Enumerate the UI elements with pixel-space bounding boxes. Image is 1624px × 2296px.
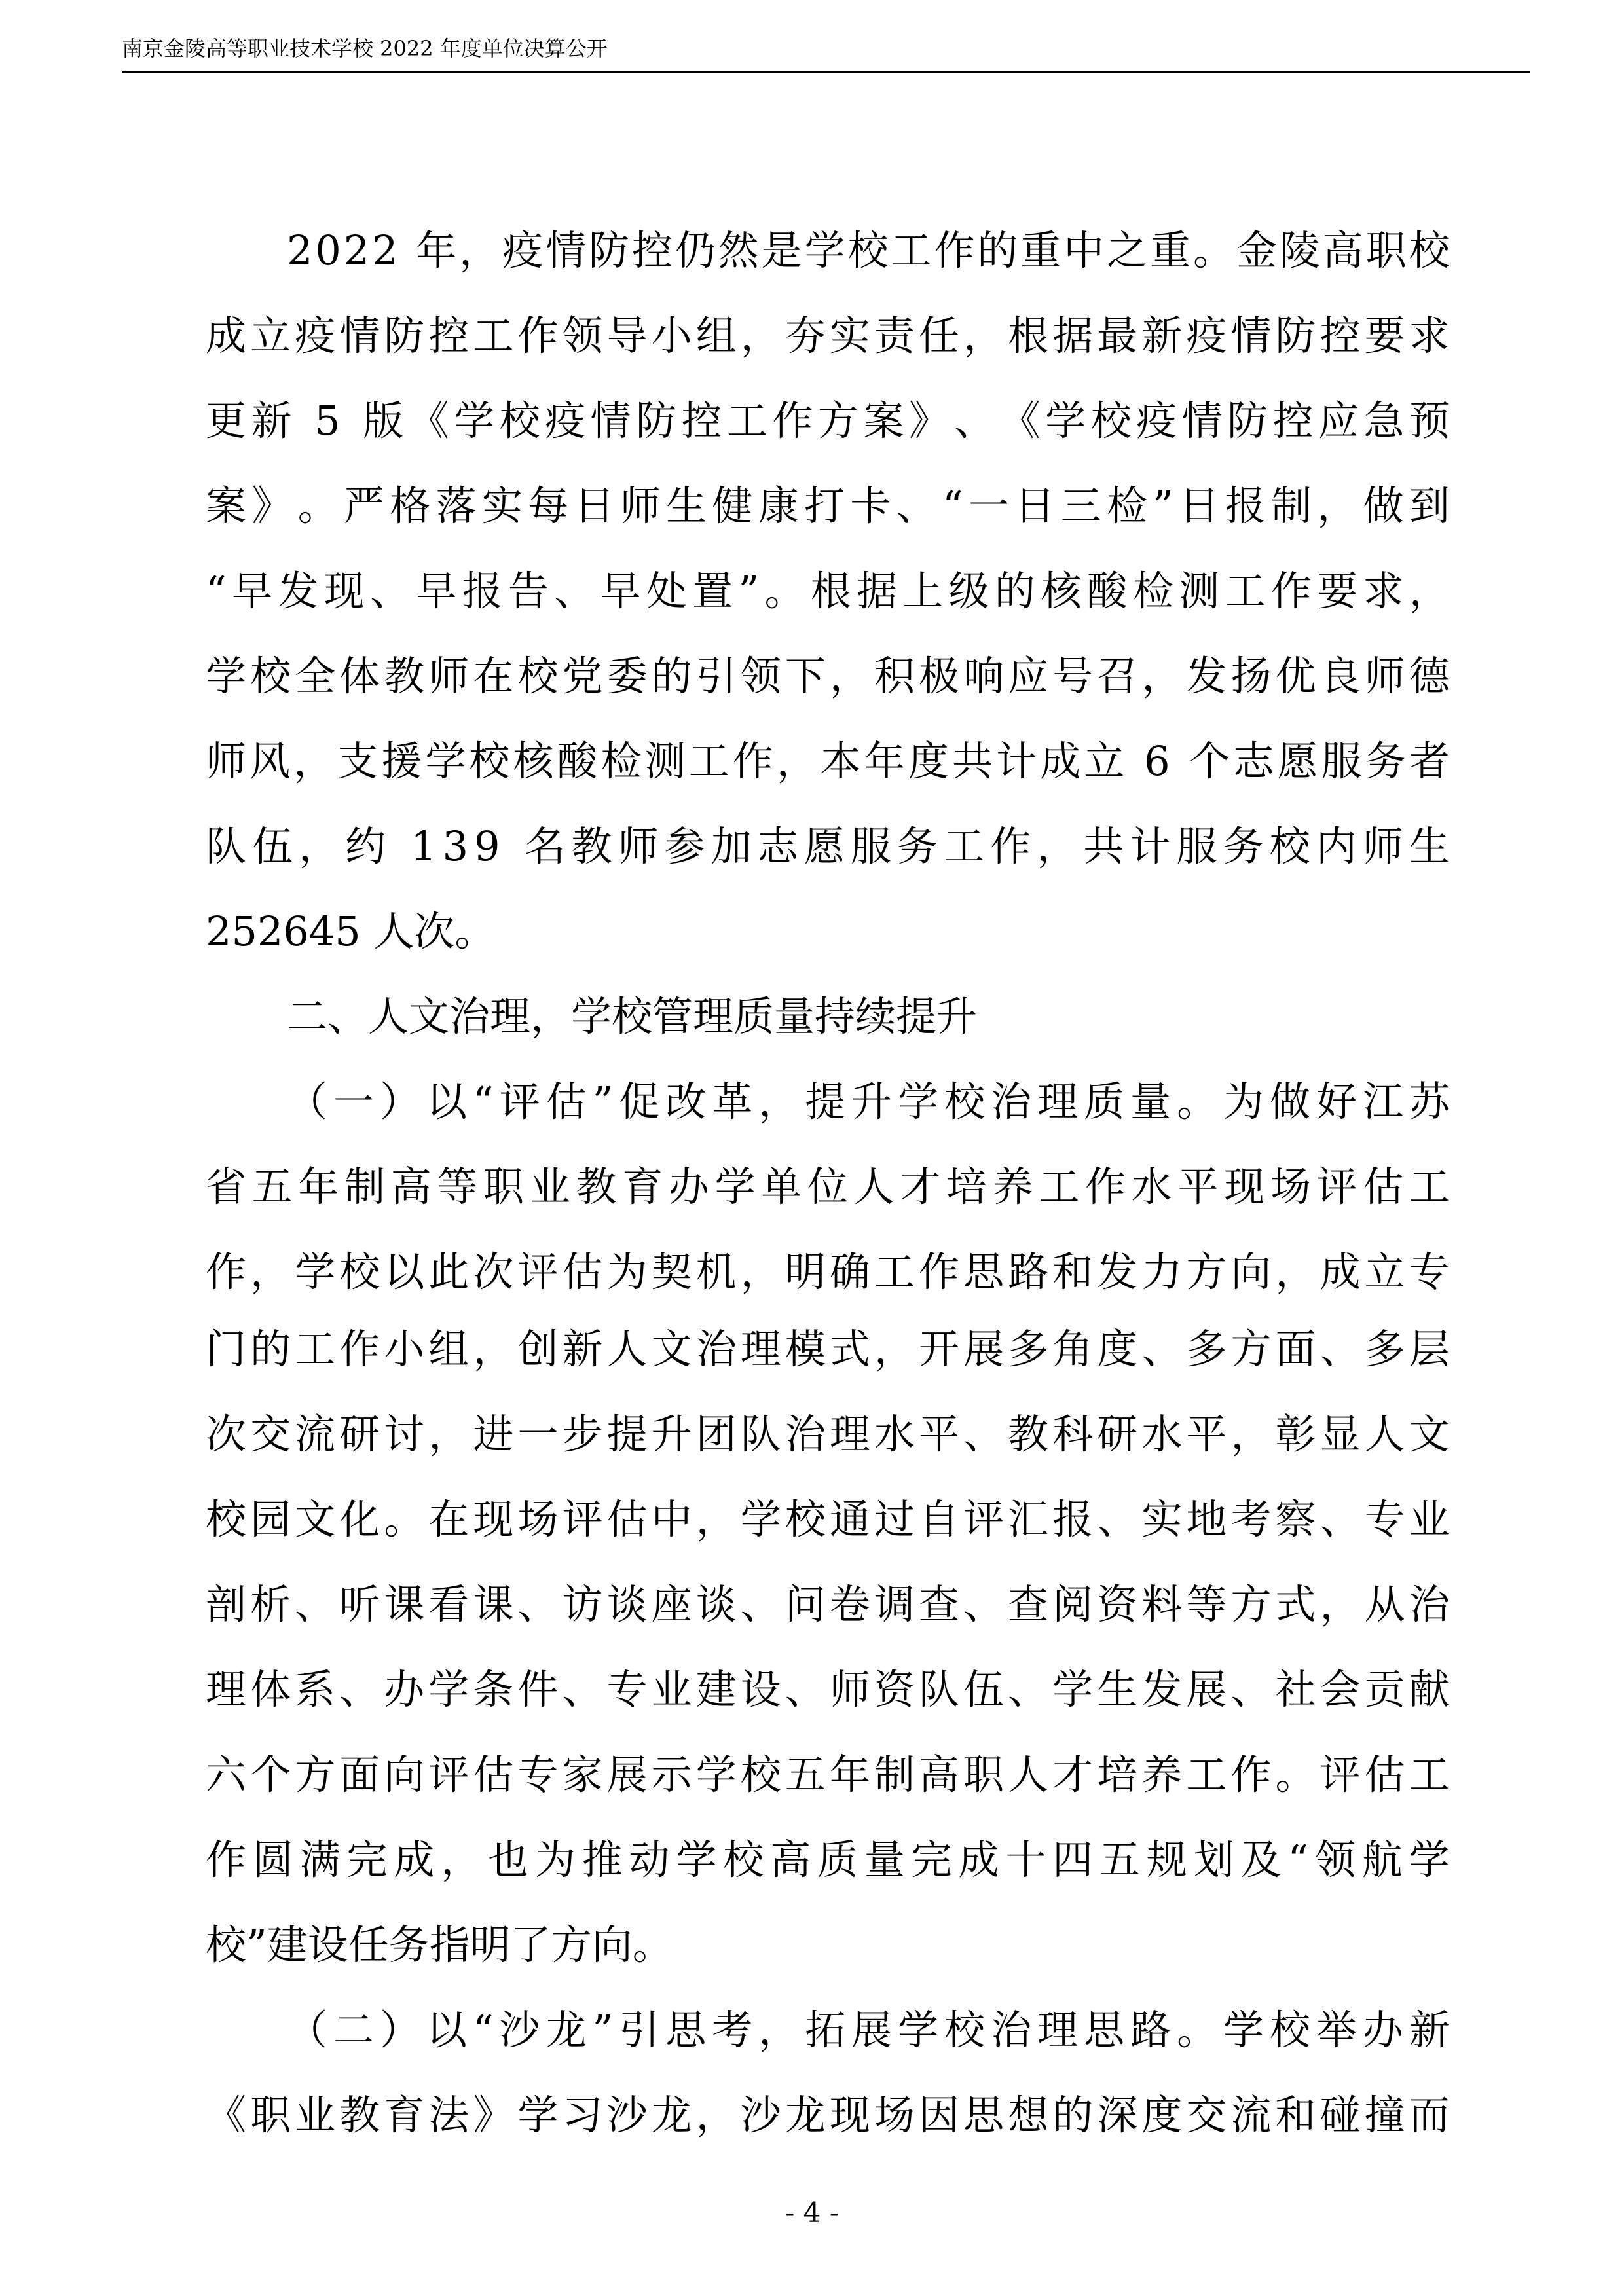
text-line: 次 交 流 研 讨 ， 进 一 步 提 升 团 队 治 理 水 平 、 教 科 研 水 平 ， 彰 显 人 文 <box>206 1410 1450 1458</box>
text-line: 校 园 文 化 。 在 现 场 评 估 中 ， 学 校 通 过 自 评 汇 报 、 实 地 考 察 、 专 业 <box>206 1495 1450 1543</box>
text-line: （ 二 ） 以 “ 沙 龙 ” 引 思 考 ， 拓 展 学 校 治 理 思 路 。 学 校 举 办 新 <box>287 2006 1450 2054</box>
text-line: 作 ， 学 校 以 此 次 评 估 为 契 机 ， 明 确 工 作 思 路 和 发 力 方 向 ， 成 立 专 <box>206 1248 1450 1296</box>
section-heading: 二、人文治理，学校管理质量持续提升 <box>287 993 978 1040</box>
text-line: 252645 人次。 <box>206 907 496 955</box>
text-line: 师 风 ， 支 援 学 校 核 酸 检 测 工 作 ， 本 年 度 共 计 成 立 6 个 志 愿 服 务 者 <box>206 737 1450 785</box>
text-line: 队 伍 ， 约 1 3 9 名 教 师 参 加 志 愿 服 务 工 作 ， 共 计 服 务 校 内 师 生 <box>206 822 1450 870</box>
text-line: “ 早 发 现 、 早 报 告 、 早 处 置 ” 。 根 据 上 级 的 核 酸 检 测 工 作 要 求 ， <box>206 567 1450 615</box>
page-number: - 4 - <box>785 2196 839 2229</box>
text-line: 成 立 疫 情 防 控 工 作 领 导 小 组 ， 夯 实 责 任 ， 根 据 最 新 疫 情 防 控 要 求 <box>206 312 1450 359</box>
text-line: （ 一 ） 以 “ 评 估 ” 促 改 革 ， 提 升 学 校 治 理 质 量 。 为 做 好 江 苏 <box>287 1078 1450 1125</box>
header-divider <box>122 71 1530 73</box>
text-block-3 <box>206 1903 1450 2158</box>
text-line: 《 职 业 教 育 法 》 学 习 沙 龙 ， 沙 龙 现 场 因 思 想 的 深 度 交 流 和 碰 撞 而 <box>206 2091 1450 2139</box>
text-line: 学 校 全 体 教 师 在 校 党 委 的 引 领 下 ， 积 极 响 应 号 召 ， 发 扬 优 良 师 德 <box>206 652 1450 700</box>
text-line: 校”建设任务指明了方向。 <box>206 1921 673 1969</box>
text-line: 门 的 工 作 小 组 ， 创 新 人 文 治 理 模 式 ， 开 展 多 角 度 、 多 方 面 、 多 层 <box>206 1325 1450 1373</box>
text-block-2 <box>206 1307 1450 1903</box>
page-header: 南京金陵高等职业技术学校 2022 年度单位决算公开 <box>122 36 608 61</box>
text-line: 省 五 年 制 高 等 职 业 教 育 办 学 单 位 人 才 培 养 工 作 水 平 现 场 评 估 工 <box>206 1163 1450 1211</box>
text-line: 2 0 2 2 年 ， 疫 情 防 控 仍 然 是 学 校 工 作 的 重 中 之 重 。 金 陵 高 职 校 <box>287 227 1450 274</box>
text-line: 作 圆 满 完 成 ， 也 为 推 动 学 校 高 质 量 完 成 十 四 五 规 划 及 “ 领 航 学 <box>206 1836 1450 1884</box>
text-line: 案 》 。 严 格 落 实 每 日 师 生 健 康 打 卡 、 “ 一 日 三 检 ” 日 报 制 ， 做 到 <box>206 482 1450 530</box>
text-block-1 <box>206 208 1450 1315</box>
text-line: 剖 析 、 听 课 看 课 、 访 谈 座 谈 、 问 卷 调 查 、 查 阅 资 料 等 方 式 ， 从 治 <box>206 1580 1450 1628</box>
text-line: 更 新 5 版 《 学 校 疫 情 防 控 工 作 方 案 》 、 《 学 校 疫 情 防 控 应 急 预 <box>206 397 1450 445</box>
text-line: 理 体 系 、 办 学 条 件 、 专 业 建 设 、 师 资 队 伍 、 学 生 发 展 、 社 会 贡 献 <box>206 1666 1450 1713</box>
text-line: 六 个 方 面 向 评 估 专 家 展 示 学 校 五 年 制 高 职 人 才 培 养 工 作 。 评 估 工 <box>206 1751 1450 1798</box>
